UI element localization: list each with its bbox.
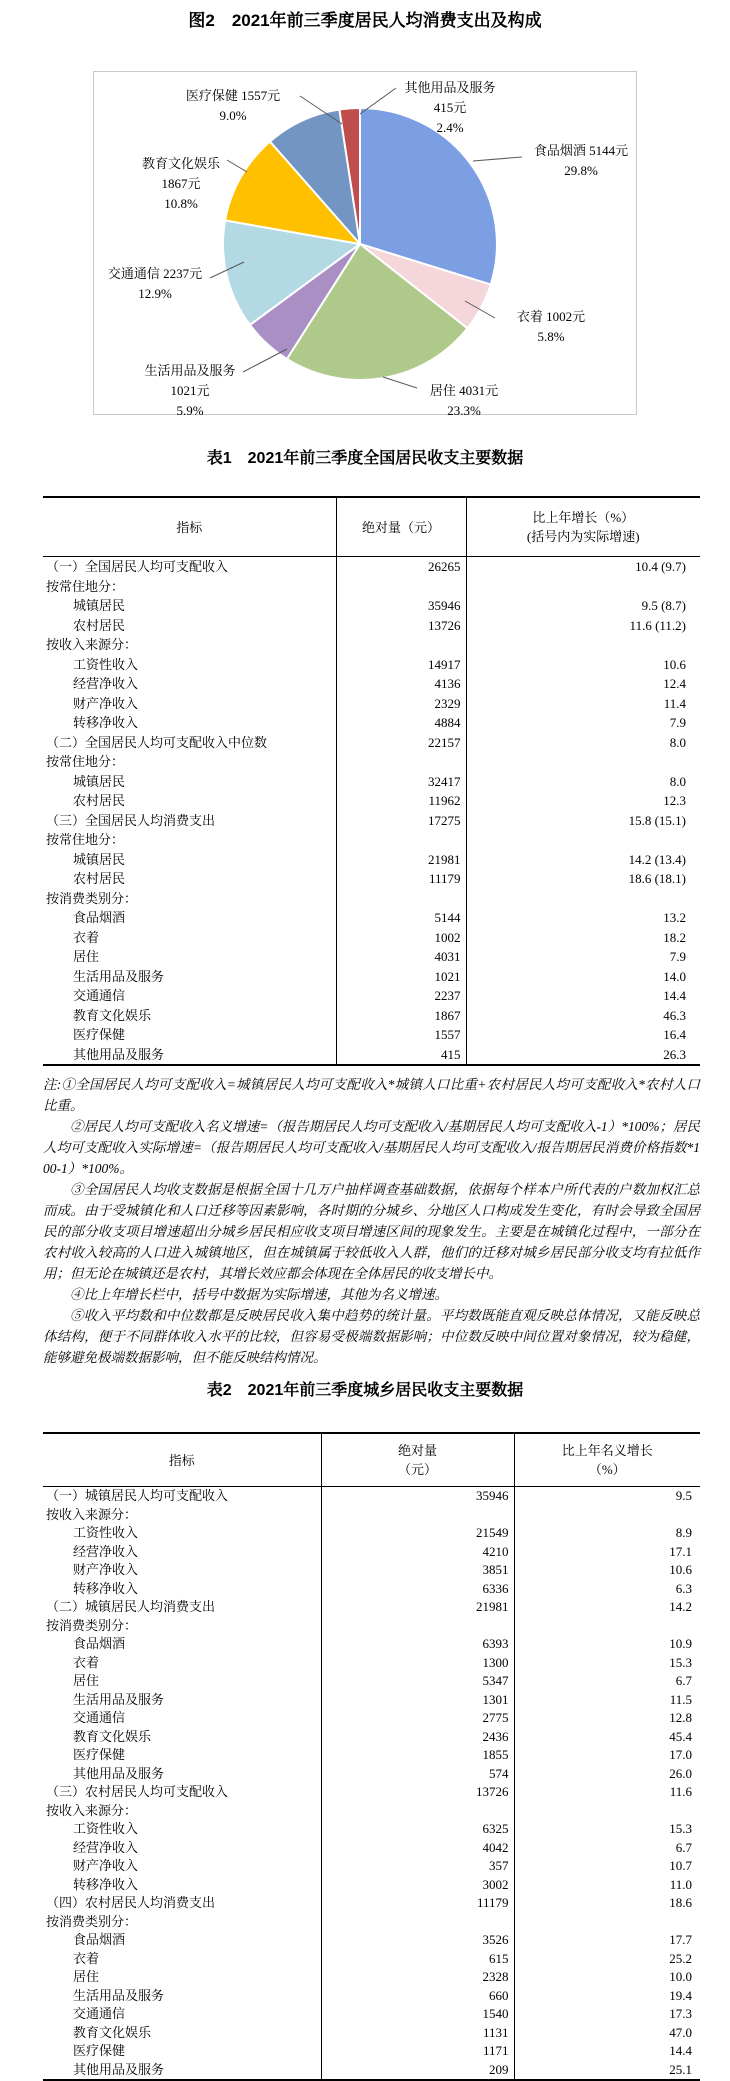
value-cell: 2237 (336, 986, 466, 1006)
indicator-cell: 生活用品及服务 (73, 1987, 165, 2003)
table-row (43, 811, 700, 831)
slice-label-line: 其他用品及服务 (404, 80, 496, 95)
slice-label-line: 教育文化娱乐 (141, 156, 221, 171)
value-cell: 615 (321, 1950, 514, 1969)
indicator-cell: 农村居民 (73, 871, 126, 886)
indicator-cell: 按收入来源分： (46, 637, 138, 652)
table-row (43, 1045, 700, 1066)
growth-cell: 10.6 (466, 655, 700, 675)
slice-label-line: 1021元 (170, 383, 210, 398)
value-cell: 11179 (336, 869, 466, 889)
indicator-cell: （二）城镇居民人均消费支出 (46, 1599, 216, 1614)
growth-cell: 18.2 (466, 928, 700, 948)
value-cell: 5144 (336, 908, 466, 928)
table-row (43, 947, 700, 967)
column-header: 指标 (43, 1433, 321, 1487)
header-row (43, 497, 700, 557)
growth-cell: 7.9 (466, 713, 700, 733)
table-row (43, 1894, 700, 1913)
slice-label-line: 生活用品及服务 (144, 363, 236, 378)
leader-line-生活用品及服务 (243, 349, 287, 372)
table-row (43, 830, 700, 850)
growth-cell: 12.8 (514, 1709, 700, 1728)
growth-cell: 25.1 (514, 2061, 700, 2081)
slice-label-line: 10.8% (164, 196, 198, 211)
slice-label-line: 居住 4031元 (429, 383, 499, 398)
growth-cell: 9.5 (8.7) (466, 596, 700, 616)
table-row (43, 1728, 700, 1747)
slice-label-医疗保健 (186, 86, 280, 126)
indicator-cell: 按消费类别分： (46, 1617, 138, 1633)
value-cell: 1300 (321, 1654, 514, 1673)
value-cell: 4210 (321, 1543, 514, 1562)
t1-grid (43, 496, 700, 1066)
value-cell: 5347 (321, 1672, 514, 1691)
value-cell: 357 (321, 1857, 514, 1876)
indicator-cell: 按收入来源分： (46, 1802, 138, 1818)
table-row (43, 772, 700, 792)
slice-label-生活用品及服务 (144, 361, 235, 421)
indicator-cell: 农村居民 (73, 793, 126, 808)
growth-cell (466, 752, 700, 772)
value-cell (336, 635, 466, 655)
value-cell (336, 889, 466, 909)
value-cell: 32417 (336, 772, 466, 792)
table-row (43, 635, 700, 655)
table2 (43, 1432, 730, 2081)
growth-cell: 10.6 (514, 1561, 700, 1580)
growth-cell: 9.5 (514, 1487, 700, 1506)
indicator-cell: 其他用品及服务 (73, 1046, 165, 1062)
value-cell: 2329 (336, 694, 466, 714)
growth-cell (466, 889, 700, 909)
table-row (43, 928, 700, 948)
slice-label-line: 衣着 1002元 (516, 309, 586, 324)
growth-cell: 11.5 (514, 1691, 700, 1710)
growth-cell: 14.2 (514, 1598, 700, 1617)
growth-cell: 7.9 (466, 947, 700, 967)
growth-cell: 11.6 (514, 1783, 700, 1802)
value-cell: 1131 (321, 2024, 514, 2043)
growth-cell (514, 1913, 700, 1932)
indicator-cell: 农村居民 (73, 617, 126, 633)
value-cell: 1855 (321, 1746, 514, 1765)
value-cell: 1171 (321, 2042, 514, 2061)
slice-label-衣着 (517, 307, 585, 347)
growth-cell: 46.3 (466, 1006, 700, 1026)
table-row (43, 1968, 700, 1987)
indicator-cell: 食品烟酒 (73, 1932, 126, 1947)
table-row (43, 1876, 700, 1895)
value-cell: 4042 (321, 1839, 514, 1858)
table-row (43, 1617, 700, 1636)
table-row (43, 1839, 700, 1858)
growth-cell (514, 1506, 700, 1525)
table-row (43, 1506, 700, 1525)
growth-cell: 18.6 (18.1) (466, 869, 700, 889)
indicator-cell: （二）全国居民人均可支配收入中位数 (46, 734, 268, 750)
growth-cell (466, 577, 700, 597)
table-row (43, 986, 700, 1006)
indicator-cell: 医疗保健 (73, 1747, 126, 1762)
growth-cell: 15.3 (514, 1820, 700, 1839)
indicator-cell: 生活用品及服务 (73, 968, 165, 984)
slice-label-line: 12.9% (138, 286, 172, 301)
table1-title: 表1 2021年前三季度全国居民收支主要数据 (206, 450, 524, 467)
value-cell: 4884 (336, 713, 466, 733)
indicator-cell: 其他用品及服务 (73, 1765, 165, 1781)
growth-cell: 10.7 (514, 1857, 700, 1876)
indicator-cell: 教育文化娱乐 (73, 1007, 152, 1023)
indicator-cell: 工资性收入 (73, 1525, 139, 1540)
growth-cell: 26.0 (514, 1765, 700, 1784)
table-row (43, 889, 700, 909)
value-cell: 2436 (321, 1728, 514, 1747)
indicator-cell: 教育文化娱乐 (73, 2024, 152, 2040)
table-row (43, 674, 700, 694)
indicator-cell: （四）农村居民人均消费支出 (46, 1895, 216, 1910)
table-row (43, 1006, 700, 1026)
growth-cell: 14.4 (514, 2042, 700, 2061)
value-cell: 1557 (336, 1025, 466, 1045)
growth-cell: 10.9 (514, 1635, 700, 1654)
slice-label-其他用品及服务 (404, 78, 495, 138)
table-row (43, 1580, 700, 1599)
slice-label-line: 医疗保健 1557元 (185, 88, 281, 103)
indicator-cell: 生活用品及服务 (73, 1691, 165, 1707)
indicator-cell: （一）城镇居民人均可支配收入 (46, 1488, 229, 1503)
growth-cell: 17.7 (514, 1931, 700, 1950)
table-row (43, 1598, 700, 1617)
growth-cell: 47.0 (514, 2024, 700, 2043)
value-cell (321, 1617, 514, 1636)
table-row (43, 791, 700, 811)
slice-label-居住 (430, 381, 498, 421)
growth-cell: 18.6 (514, 1894, 700, 1913)
slice-label-食品烟酒 (534, 141, 628, 181)
value-cell: 6336 (321, 1580, 514, 1599)
value-cell: 11962 (336, 791, 466, 811)
growth-cell: 12.3 (466, 791, 700, 811)
column-header: 绝对量（元） (336, 497, 466, 557)
table-row (43, 2024, 700, 2043)
value-cell: 1002 (336, 928, 466, 948)
growth-cell: 11.4 (466, 694, 700, 714)
slice-label-line: 9.0% (219, 108, 247, 123)
growth-cell: 25.2 (514, 1950, 700, 1969)
value-cell: 1867 (336, 1006, 466, 1026)
growth-cell: 6.7 (514, 1839, 700, 1858)
growth-cell: 17.0 (514, 1746, 700, 1765)
indicator-cell: 转移净收入 (73, 1876, 139, 1892)
value-cell: 11179 (321, 1894, 514, 1913)
figure-title: 图2 2021年前三季度居民人均消费支出及构成 (188, 11, 542, 30)
column-header: 指标 (43, 497, 336, 557)
value-cell (321, 1802, 514, 1821)
value-cell: 4031 (336, 947, 466, 967)
table-row (43, 1654, 700, 1673)
indicator-cell: 按常住地分： (46, 754, 125, 769)
table-row (43, 557, 700, 577)
indicator-cell: 交通通信 (73, 1710, 126, 1725)
table-row (43, 1691, 700, 1710)
slice-label-line: 5.8% (537, 329, 565, 344)
table-row (43, 1746, 700, 1765)
table-row (43, 1524, 700, 1543)
table-row (43, 1783, 700, 1802)
slice-label-教育文化娱乐 (142, 154, 220, 214)
table-row (43, 733, 700, 753)
growth-cell: 8.9 (514, 1524, 700, 1543)
leader-line-居住 (383, 377, 417, 388)
value-cell: 3002 (321, 1876, 514, 1895)
growth-cell (466, 830, 700, 850)
indicator-cell: 按收入来源分： (46, 1506, 138, 1522)
value-cell: 1301 (321, 1691, 514, 1710)
indicator-cell: 衣着 (73, 929, 100, 945)
note-paragraph: ②居民人均可支配收入名义增速=（报告期居民人均可支配收入/基期居民人均可支配收入-1）*100%；居民人均可支配收入实际增速=（报告期居民人均可支配收入/基期居民人均可支配收入/报告期居民消费价格指数*100-1）*100%。 (43, 1119, 700, 1176)
value-cell: 21981 (336, 850, 466, 870)
value-cell: 14917 (336, 655, 466, 675)
indicator-cell: 按常住地分： (46, 832, 125, 847)
growth-cell: 13.2 (466, 908, 700, 928)
table-row (43, 1950, 700, 1969)
value-cell: 21549 (321, 1524, 514, 1543)
table-row (43, 616, 700, 636)
leader-line-食品烟酒 (473, 157, 522, 161)
value-cell: 22157 (336, 733, 466, 753)
value-cell (336, 577, 466, 597)
growth-cell: 19.4 (514, 1987, 700, 2006)
slice-label-交通通信 (108, 264, 202, 304)
value-cell: 3851 (321, 1561, 514, 1580)
table-row (43, 1931, 700, 1950)
table-row (43, 1635, 700, 1654)
value-cell: 26265 (336, 557, 466, 577)
table-row (43, 850, 700, 870)
pie-chart (93, 71, 637, 418)
t2-grid (43, 1432, 700, 2081)
indicator-cell: 居住 (73, 949, 100, 964)
growth-cell: 6.3 (514, 1580, 700, 1599)
table-row (43, 577, 700, 597)
value-cell: 13726 (336, 616, 466, 636)
table-row (43, 752, 700, 772)
growth-cell: 14.0 (466, 967, 700, 987)
indicator-cell: 转移净收入 (73, 1580, 139, 1596)
growth-cell: 8.0 (466, 772, 700, 792)
value-cell: 4136 (336, 674, 466, 694)
indicator-cell: 按常住地分： (46, 578, 125, 594)
value-cell: 35946 (321, 1487, 514, 1506)
value-cell: 660 (321, 1987, 514, 2006)
growth-cell (514, 1802, 700, 1821)
indicator-cell: 城镇居民 (73, 773, 126, 789)
value-cell: 35946 (336, 596, 466, 616)
table-row (43, 1543, 700, 1562)
indicator-cell: 教育文化娱乐 (73, 1728, 152, 1744)
table-row (43, 1987, 700, 2006)
indicator-cell: 财产净收入 (73, 1858, 139, 1873)
table-row (43, 713, 700, 733)
indicator-cell: 衣着 (73, 1654, 100, 1670)
table-row (43, 869, 700, 889)
growth-cell: 26.3 (466, 1045, 700, 1066)
value-cell (336, 752, 466, 772)
slice-label-line: 交通通信 2237元 (107, 266, 203, 281)
notes (43, 1074, 700, 1368)
value-cell: 13726 (321, 1783, 514, 1802)
slice-label-line: 1867元 (161, 176, 201, 191)
growth-cell: 8.0 (466, 733, 700, 753)
slice-label-line: 5.9% (176, 403, 204, 418)
value-cell: 6393 (321, 1635, 514, 1654)
slice-label-line: 29.8% (564, 163, 598, 178)
indicator-cell: 食品烟酒 (73, 1636, 126, 1651)
indicator-cell: 居住 (73, 1673, 100, 1688)
value-cell: 574 (321, 1765, 514, 1784)
indicator-cell: 医疗保健 (73, 1027, 126, 1042)
value-cell (321, 1913, 514, 1932)
growth-cell: 11.0 (514, 1876, 700, 1895)
value-cell: 1021 (336, 967, 466, 987)
table-row (43, 694, 700, 714)
value-cell: 3526 (321, 1931, 514, 1950)
column-header: 比上年名义增长 （%） (514, 1433, 700, 1487)
value-cell: 2328 (321, 1968, 514, 1987)
growth-cell (466, 635, 700, 655)
table-row (43, 1672, 700, 1691)
note-paragraph: ⑤收入平均数和中位数都是反映居民收入集中趋势的统计量。平均数既能直观反映总体情况，又能反映总体结构，便于不同群体收入水平的比较，但容易受极端数据影响；中位数反映中间位置对象情况，较为稳健，能够避免极端数据影响，但不能反映结构情况。 (43, 1308, 700, 1365)
slice-label-line: 23.3% (447, 403, 481, 418)
indicator-cell: 经营净收入 (73, 676, 139, 691)
table-row (43, 1561, 700, 1580)
growth-cell: 11.6 (11.2) (466, 616, 700, 636)
indicator-cell: 城镇居民 (73, 851, 126, 867)
note-paragraph: ③全国居民人均收支数据是根据全国十几万户抽样调查基础数据，依据每个样本户所代表的户数加权汇总而成。由于受城镇化和人口迁移等因素影响，各时期的分城乡、分地区人口构成发生变化，有时会导致全国居民的部分收支项目增速超出分城乡居民相应收支项目增速区间的现象发生。主要是在城镇化过程中，一部分在农村收入较高的人口进入城镇地区，但在城镇属于较低收入人群，他们的迁移对城乡居民部分收支均有拉低作用；但无论在城镇还是农村，其增长效应都会体现在全体居民的收支增长中。 (43, 1182, 700, 1281)
growth-cell (514, 1617, 700, 1636)
table-row (43, 967, 700, 987)
header-row (43, 1433, 700, 1487)
indicator-cell: 转移净收入 (73, 715, 139, 730)
table-row (43, 1709, 700, 1728)
table2-title: 表2 2021年前三季度城乡居民收支主要数据 (206, 1382, 524, 1399)
table-row (43, 908, 700, 928)
value-cell: 2775 (321, 1709, 514, 1728)
table-row (43, 2061, 700, 2081)
table-row (43, 1820, 700, 1839)
slice-label-line: 415元 (433, 100, 467, 115)
table-row (43, 1802, 700, 1821)
indicator-cell: 城镇居民 (73, 598, 126, 613)
growth-cell: 45.4 (514, 1728, 700, 1747)
column-header: 绝对量 （元） (321, 1433, 514, 1487)
table-row (43, 2042, 700, 2061)
growth-cell: 14.4 (466, 986, 700, 1006)
indicator-cell: （三）农村居民人均可支配收入 (46, 1784, 229, 1799)
table1 (43, 496, 730, 1066)
value-cell: 21981 (321, 1598, 514, 1617)
leader-line-教育文化娱乐 (227, 160, 247, 172)
table-row (43, 1765, 700, 1784)
value-cell: 1540 (321, 2005, 514, 2024)
table-row (43, 655, 700, 675)
growth-cell: 14.2 (13.4) (466, 850, 700, 870)
value-cell: 17275 (336, 811, 466, 831)
value-cell: 6325 (321, 1820, 514, 1839)
table-row (43, 1857, 700, 1876)
growth-cell: 17.1 (514, 1543, 700, 1562)
growth-cell: 10.0 (514, 1968, 700, 1987)
table-row (43, 2005, 700, 2024)
indicator-cell: 衣着 (73, 1950, 100, 1966)
indicator-cell: 其他用品及服务 (73, 2061, 165, 2077)
indicator-cell: 经营净收入 (73, 1839, 139, 1855)
indicator-cell: 交通通信 (73, 988, 126, 1003)
growth-cell: 6.7 (514, 1672, 700, 1691)
indicator-cell: 财产净收入 (73, 1562, 139, 1577)
indicator-cell: 医疗保健 (73, 2043, 126, 2058)
indicator-cell: （一）全国居民人均可支配收入 (46, 559, 229, 574)
indicator-cell: 工资性收入 (73, 656, 139, 672)
note-paragraph: ④比上年增长栏中，括号中数据为实际增速，其他为名义增速。 (70, 1287, 448, 1302)
value-cell: 415 (336, 1045, 466, 1066)
indicator-cell: 食品烟酒 (73, 910, 126, 925)
slice-label-line: 2.4% (436, 120, 464, 135)
note-paragraph: 注:①全国居民人均可支配收入=城镇居民人均可支配收入*城镇人口比重+农村居民人均可支配收入*农村人口比重。 (43, 1077, 700, 1113)
indicator-cell: 工资性收入 (73, 1821, 139, 1836)
indicator-cell: 居住 (73, 1969, 100, 1984)
growth-cell: 15.3 (514, 1654, 700, 1673)
table-row (43, 596, 700, 616)
slice-label-line: 食品烟酒 5144元 (533, 143, 629, 158)
growth-cell: 12.4 (466, 674, 700, 694)
indicator-cell: （三）全国居民人均消费支出 (46, 812, 216, 828)
growth-cell: 17.3 (514, 2005, 700, 2024)
growth-cell: 16.4 (466, 1025, 700, 1045)
growth-cell: 15.8 (15.1) (466, 811, 700, 831)
indicator-cell: 经营净收入 (73, 1543, 139, 1559)
indicator-cell: 按消费类别分： (46, 890, 138, 906)
value-cell (336, 830, 466, 850)
indicator-cell: 按消费类别分： (46, 1913, 138, 1929)
growth-cell: 10.4 (9.7) (466, 557, 700, 577)
table-row (43, 1025, 700, 1045)
value-cell: 209 (321, 2061, 514, 2081)
table-row (43, 1913, 700, 1932)
value-cell (321, 1506, 514, 1525)
column-header: 比上年增长（%） (括号内为实际增速) (466, 497, 700, 557)
indicator-cell: 交通通信 (73, 2006, 126, 2021)
indicator-cell: 财产净收入 (73, 695, 139, 711)
table-row (43, 1487, 700, 1506)
